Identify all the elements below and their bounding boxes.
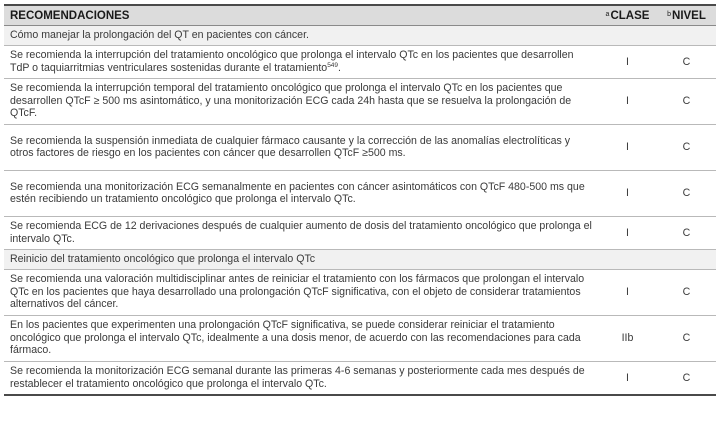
section-heading-text: Reinicio del tratamiento oncológico que prolonga el intervalo QTc: [4, 250, 598, 270]
table-row: [4, 125, 716, 171]
row-recommendation-text: Se recomienda la monitorización ECG semanal durante las primeras 4-6 semanas y posteriormente cada mes después de restablecer el tratamiento oncológico que prolonga el intervalo QTc.: [10, 365, 585, 390]
row-nivel: C: [657, 79, 716, 125]
section-heading-row: [4, 250, 716, 270]
section-heading-row: [4, 26, 716, 46]
row-nivel: [657, 250, 716, 270]
section-heading-text: Cómo manejar la prolongación del QT en pacientes con cáncer.: [4, 26, 598, 46]
row-recommendation-text: Se recomienda una monitorización ECG semanalmente en pacientes con cáncer asintomáticos con QTcF 480-500 ms que estén recibiendo un tratamiento oncológico que prolonga el intervalo QTc.: [4, 171, 598, 217]
table-row: [4, 46, 716, 79]
row-clase: [598, 250, 657, 270]
header-clase-label: CLASE: [610, 9, 650, 22]
table-row: [4, 270, 716, 316]
table-row: [4, 79, 716, 125]
recommendations-table-wrapper: [4, 4, 716, 396]
row-nivel: C: [657, 125, 716, 171]
row-nivel: C: [657, 270, 716, 316]
row-clase: I: [598, 79, 657, 125]
header-nivel: [657, 5, 716, 26]
table-row: [4, 316, 716, 362]
row-recommendation-text: Se recomienda la suspensión inmediata de cualquier fármaco causante y la corrección de las anomalías electrolíticas y otros factores de riesgo en los pacientes con cáncer que desarrollen QTcF ≥500 ms.: [4, 125, 598, 171]
row-recommendation-text: Se recomienda una valoración multidisciplinar antes de reiniciar el tratamiento con los fármacos que prolongan el intervalo QTc en los pacientes que haya desarrollado una prolongación QTcF significativa, con el objeto de considerar tratamientos alternativos del cáncer.: [4, 270, 598, 316]
row-nivel: C: [657, 217, 716, 250]
row-clase: I: [598, 125, 657, 171]
row-nivel: [657, 26, 716, 46]
row-clase: [598, 26, 657, 46]
row-nivel: C: [657, 171, 716, 217]
table-header-row: [4, 5, 716, 26]
row-clase: IIb: [598, 316, 657, 362]
reference-number: 549: [327, 61, 339, 69]
table-row: [4, 362, 716, 396]
row-recommendation-text: [4, 46, 598, 79]
row-clase: I: [598, 46, 657, 79]
row-clase: I: [626, 371, 629, 384]
header-nivel-label: NIVEL: [672, 9, 706, 22]
recommendations-table: [4, 4, 716, 396]
row-recommendation-text: En los pacientes que experimenten una prolongación QTcF significativa, se puede considerar reiniciar el tratamiento oncológico que prolonga el intervalo QTc, idealmente a una dosis menor, de acuerdo con las recomendaciones para cada fármaco.: [4, 316, 598, 362]
row-nivel: C: [657, 316, 716, 362]
table-row: [4, 217, 716, 250]
row-recommendation-text: Se recomienda ECG de 12 derivaciones después de cualquier aumento de dosis del tratamiento oncológico que prolonga el intervalo QTc.: [4, 217, 598, 250]
row-clase: I: [598, 270, 657, 316]
header-clase-footnote: a: [605, 10, 610, 18]
row-text-tail: .: [338, 61, 341, 74]
row-recommendation-text: Se recomienda la interrupción temporal del tratamiento oncológico que prolonga el intervalo QTc en los pacientes que desarrollen QTcF ≥ 500 ms asintomático, y una monitorización ECG cada 24h hasta que se resuelva la prolongación de QTcF.: [4, 79, 598, 125]
row-clase: I: [598, 217, 657, 250]
header-recomendaciones: RECOMENDACIONES: [4, 5, 598, 26]
header-clase: [598, 5, 657, 26]
row-nivel: C: [657, 46, 716, 79]
header-nivel-footnote: b: [667, 10, 672, 18]
row-clase: I: [598, 171, 657, 217]
table-row: [4, 171, 716, 217]
row-nivel: C: [682, 371, 691, 384]
row-text: Se recomienda la interrupción del tratamiento oncológico que prolonga el intervalo QTc en los pacientes que desarrollen TdP o taquiarritmias ventriculares sostenidas durante el tratamiento: [10, 49, 574, 74]
